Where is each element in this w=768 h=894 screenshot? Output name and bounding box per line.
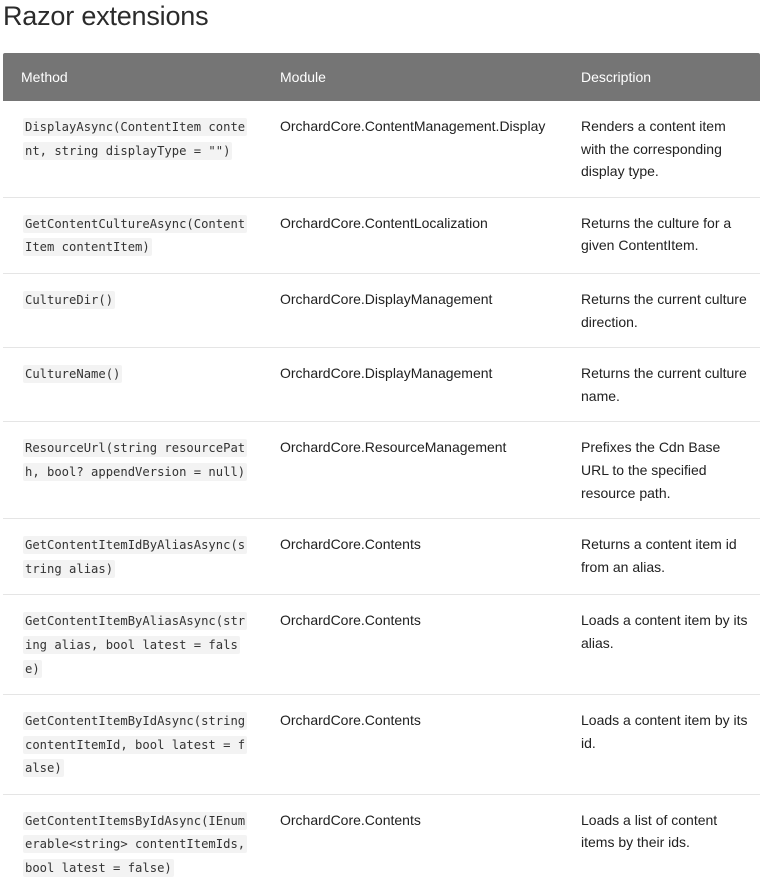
method-code: ResourceUrl(string resourcePath, bool? appendVersion = null) [25,441,246,479]
table-row [3,794,760,893]
method-code: GetContentItemByIdAsync(string contentItemId, bool latest = false) [25,714,246,776]
method-code: DisplayAsync(ContentItem content, string displayType = "") [25,120,246,158]
method-cell [3,348,262,422]
table-row [3,101,760,197]
table-row [3,197,760,273]
module-cell: OrchardCore.Contents [280,612,421,629]
method-cell [3,794,262,893]
method-cell [3,695,262,795]
description-cell: Renders a content item with the corresponding display type. [581,118,726,180]
table-row [3,273,760,347]
method-cell [3,101,262,197]
method-code: GetContentItemIdByAliasAsync(string alias) [25,538,246,576]
method-cell [3,422,262,519]
description-cell: Loads a content item by its id. [581,712,748,751]
method-code: CultureName() [25,367,121,382]
description-cell: Loads a content item by its alias. [581,612,748,651]
method-cell [3,197,262,273]
module-cell: OrchardCore.DisplayManagement [280,365,493,382]
method-cell [3,595,262,695]
razor-extensions-table [3,53,760,894]
table-row [3,595,760,695]
column-header-method: Method [21,69,68,85]
module-cell: OrchardCore.Contents [280,536,421,553]
table-row [3,422,760,519]
method-code: GetContentCultureAsync(ContentItem contentItem) [25,216,246,255]
description-cell: Returns the current culture direction. [581,290,747,330]
description-cell: Prefixes the Cdn Base URL to the specified resource path. [581,439,721,501]
method-code: GetContentItemByAliasAsync(string alias, bool latest = false) [25,614,246,676]
description-cell: Returns a content item id from an alias. [581,536,737,575]
table-row [3,519,760,595]
table-row [3,348,760,422]
module-cell: OrchardCore.Contents [280,811,421,828]
table-row [3,695,760,795]
method-code: GetContentItemsByIdAsync(IEnumerable<string> contentItemIds, bool latest = false) [25,813,246,876]
module-cell: OrchardCore.ResourceManagement [280,439,507,456]
module-cell: OrchardCore.DisplayManagement [280,290,493,307]
description-cell: Returns the current culture name. [581,365,747,404]
table-header-row [3,53,760,101]
description-cell: Returns the culture for a given ContentItem. [581,214,732,254]
description-cell: Loads a list of content items by their ids. [581,811,718,851]
column-header-description: Description [581,69,652,85]
module-cell: OrchardCore.ContentLocalization [280,214,488,231]
module-cell: OrchardCore.Contents [280,712,421,729]
module-cell: OrchardCore.ContentManagement.Display [280,118,546,134]
method-cell [3,519,262,595]
column-header-module: Module [280,69,326,85]
page-title: Razor extensions [3,1,209,31]
method-cell [3,273,262,347]
method-code: CultureDir() [25,292,114,307]
